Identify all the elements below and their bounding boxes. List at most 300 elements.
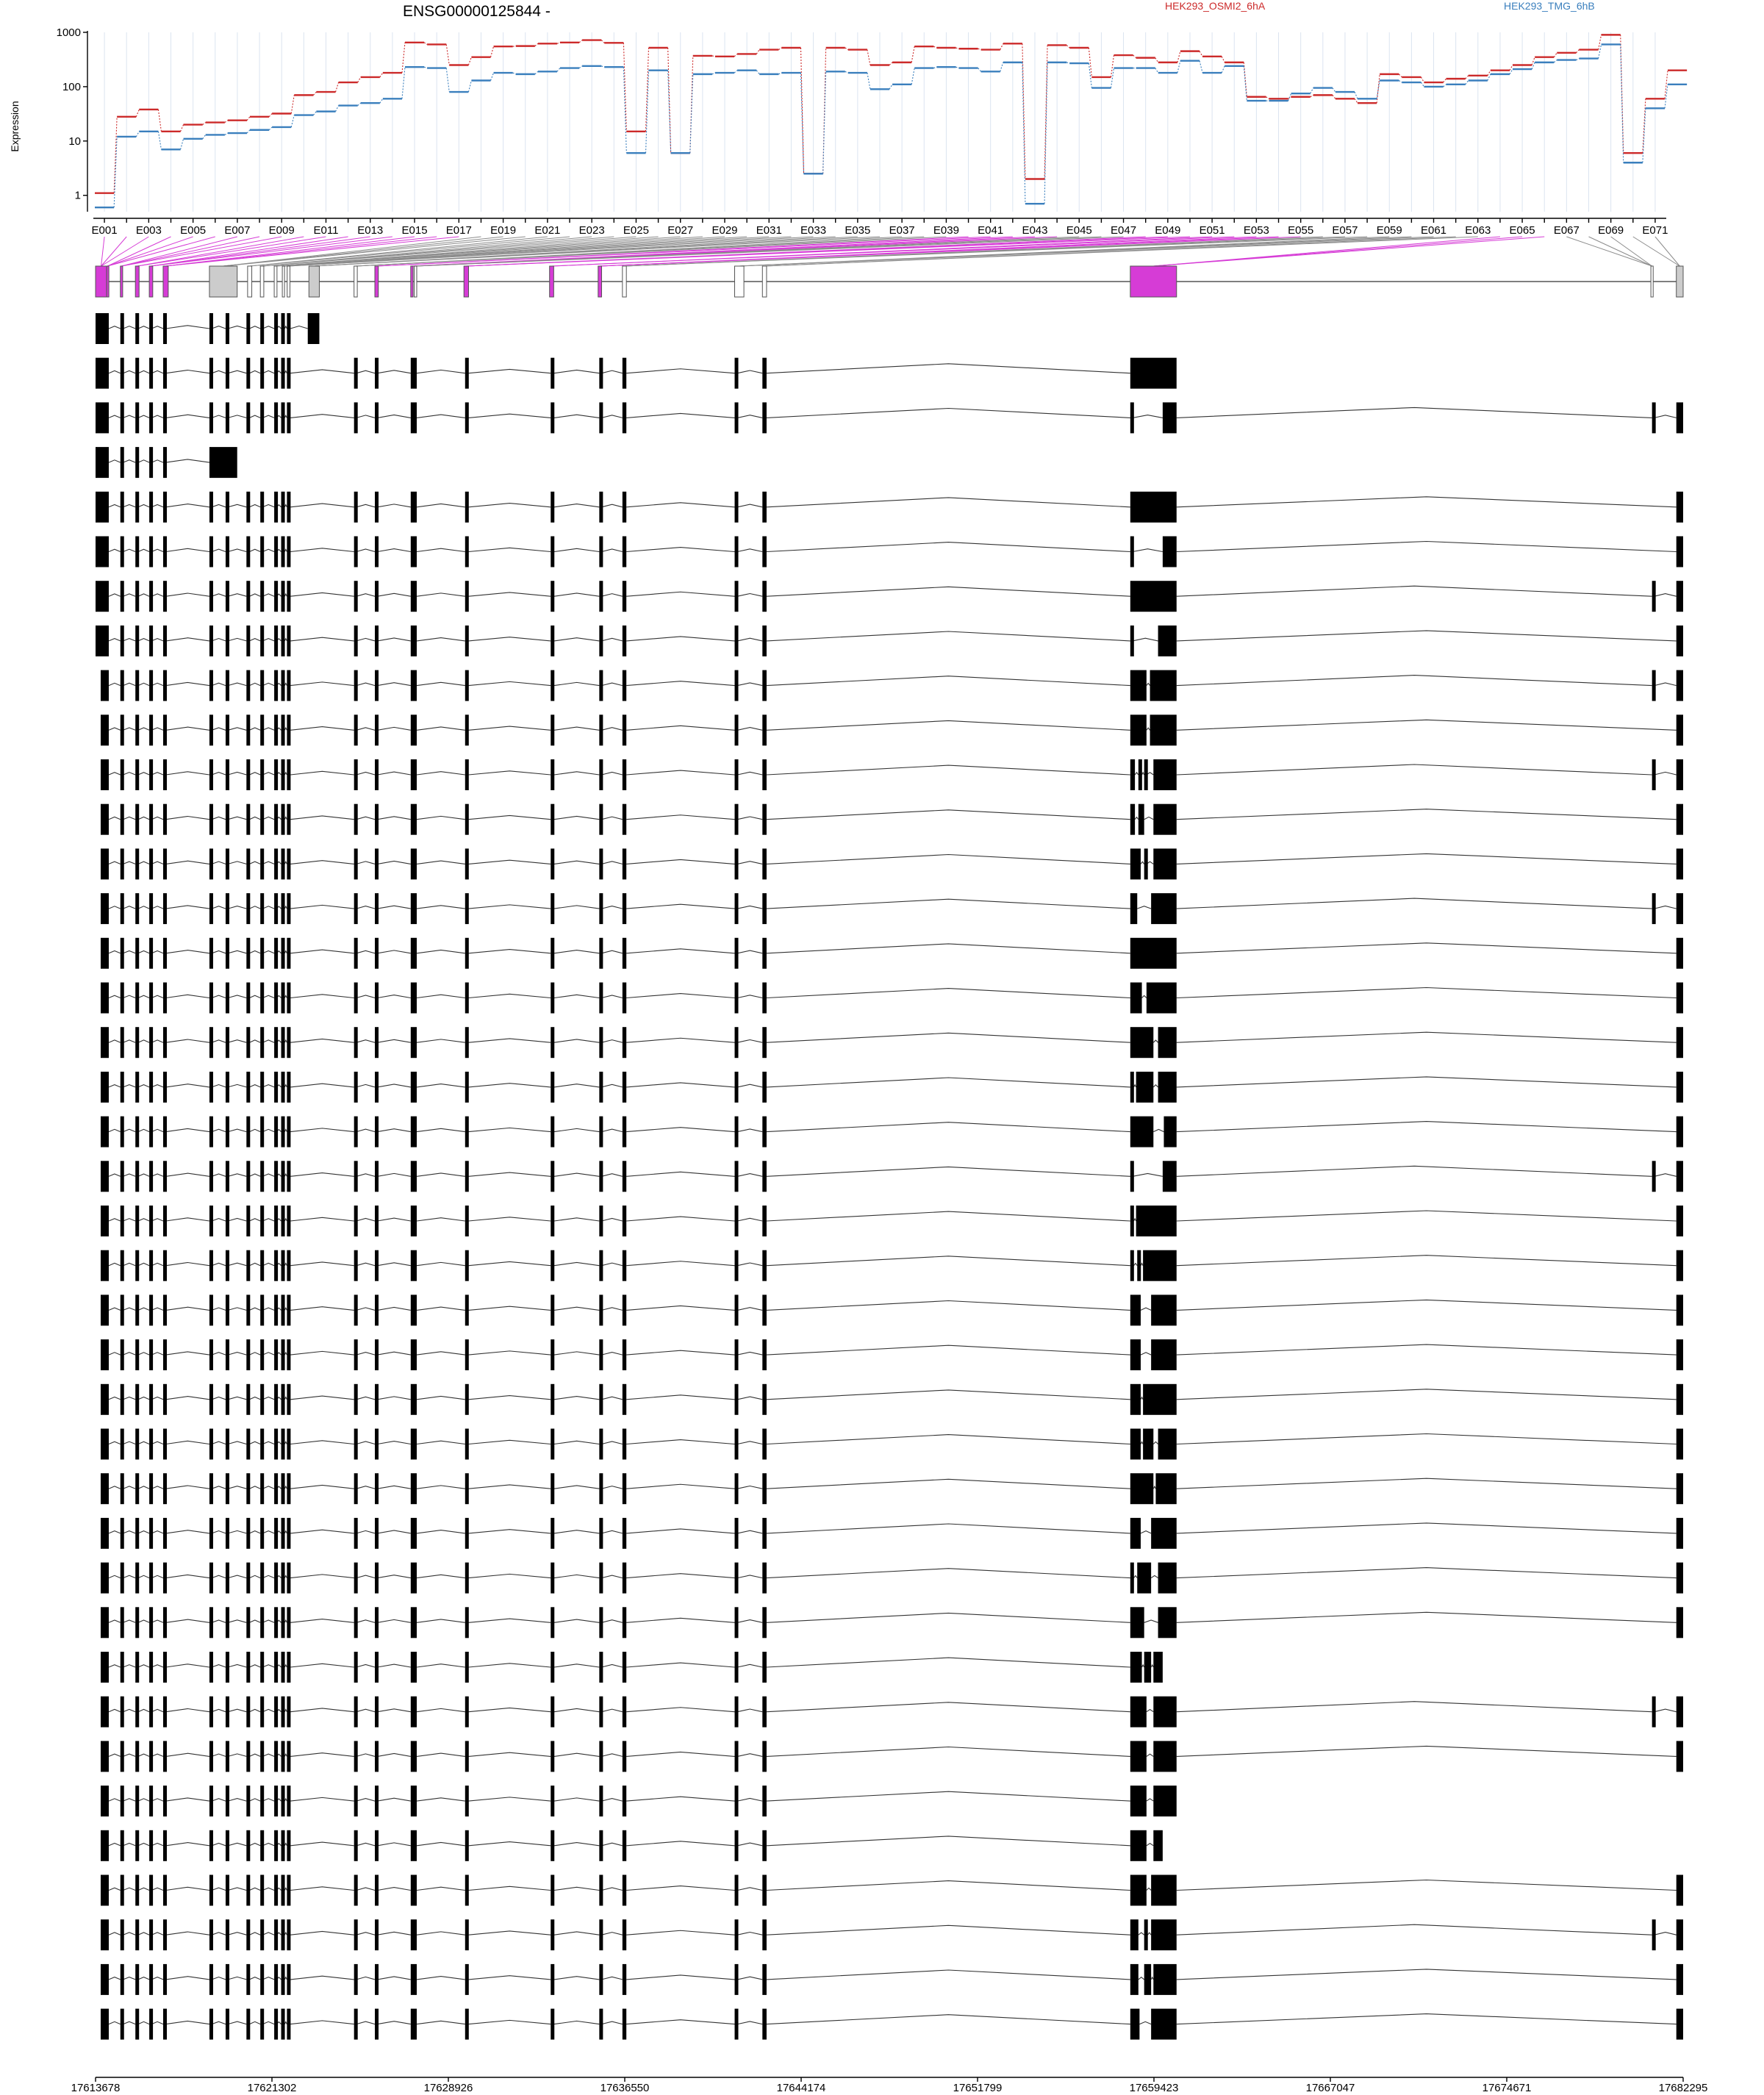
transcript-exon (135, 1786, 139, 1816)
transcript-exon (101, 2009, 109, 2040)
transcript-intron (1177, 1389, 1677, 1400)
transcript-exon (735, 1652, 739, 1683)
transcript-intron (212, 1531, 226, 1533)
transcript-exon (1130, 759, 1135, 790)
overview-exon (598, 266, 602, 297)
transcript-exon (375, 2009, 379, 2040)
transcript-intron (1177, 1122, 1677, 1132)
series-step (1200, 51, 1202, 57)
transcript-intron (138, 1397, 149, 1399)
transcript-exon (735, 2009, 739, 2040)
transcript-intron (151, 504, 163, 506)
transcript-intron (109, 1308, 121, 1310)
transcript-intron (249, 415, 260, 418)
transcript-intron (417, 1664, 465, 1667)
transcript-intron (417, 906, 465, 909)
transcript-exon (226, 1697, 229, 1727)
transcript-exon (226, 1518, 229, 1549)
transcript-intron (767, 1345, 1130, 1355)
transcript-exon (135, 402, 139, 433)
transcript-intron (228, 1353, 246, 1356)
transcript-exon (1677, 1429, 1683, 1460)
transcript-exon (1158, 1027, 1177, 1058)
transcript-intron (469, 771, 551, 775)
transcript-exon (375, 1250, 379, 1281)
transcript-intron (377, 370, 410, 373)
transcript-exon (465, 537, 469, 567)
transcript-row (96, 358, 1177, 389)
transcript-intron (469, 414, 551, 418)
transcript-intron (109, 1709, 121, 1711)
transcript-exon (375, 804, 379, 835)
transcript-exon (135, 1072, 139, 1103)
transcript-intron (417, 1708, 465, 1711)
transcript-exon (135, 938, 139, 969)
series-step (1266, 97, 1269, 99)
transcript-intron (290, 1931, 354, 1935)
transcript-intron (1177, 1256, 1677, 1266)
transcript-exon (411, 402, 417, 433)
exon-tick-label: E035 (845, 224, 871, 237)
transcript-intron (290, 504, 354, 507)
transcript-exon (1130, 1294, 1141, 1325)
transcript-exon (163, 1117, 167, 1147)
transcript-intron (123, 862, 136, 864)
transcript-exon (274, 1161, 278, 1192)
transcript-exon (274, 1919, 278, 1950)
transcript-intron (151, 1531, 163, 1533)
transcript-exon (149, 1339, 153, 1370)
series-step (247, 130, 250, 133)
transcript-exon (135, 1250, 139, 1281)
exon-tick-label: E017 (445, 224, 472, 237)
transcript-exon (623, 626, 626, 656)
transcript-intron (123, 504, 136, 506)
transcript-exon (209, 447, 237, 478)
transcript-intron (417, 1173, 465, 1176)
transcript-intron (1177, 898, 1652, 909)
transcript-intron (1177, 1568, 1677, 1578)
transcript-exon (1130, 893, 1137, 924)
transcript-intron (626, 1663, 734, 1667)
transcript-exon (101, 1206, 109, 1236)
transcript-exon (762, 893, 767, 924)
transcript-exon (735, 715, 739, 745)
transcript-exon (354, 402, 358, 433)
series-step (291, 95, 294, 113)
transcript-intron (469, 1039, 551, 1042)
transcript-exon (1130, 1518, 1141, 1549)
transcript-intron (469, 1886, 551, 1890)
transcript-exon (282, 492, 285, 523)
transcript-intron (262, 1575, 274, 1577)
transcript-intron (377, 1888, 410, 1891)
transcript-intron (262, 549, 274, 551)
transcript-exon (282, 1607, 285, 1638)
transcript-intron (1177, 1211, 1677, 1221)
overview-exon (623, 266, 626, 297)
transcript-exon (354, 1161, 358, 1192)
series-step (158, 132, 161, 149)
transcript-exon (375, 1786, 379, 1816)
series-step (956, 67, 958, 68)
transcript-intron (417, 415, 465, 418)
transcript-exon (465, 626, 469, 656)
transcript-exon (135, 1473, 139, 1504)
transcript-exon (465, 1339, 469, 1370)
exon-connector (1611, 237, 1652, 266)
transcript-exon (282, 2009, 285, 2040)
transcript-intron (767, 1970, 1130, 1980)
transcript-exon (623, 1875, 626, 1906)
transcript-exon (411, 1697, 417, 1727)
transcript-exon (599, 848, 603, 879)
series-step (579, 40, 582, 43)
transcript-exon (163, 983, 167, 1014)
transcript-intron (212, 1486, 226, 1489)
transcript-intron (356, 1933, 375, 1935)
transcript-intron (377, 1129, 410, 1132)
transcript-intron (262, 1040, 274, 1042)
transcript-exon (411, 1741, 417, 1772)
transcript-intron (123, 1129, 136, 1131)
transcript-intron (602, 1308, 623, 1311)
transcript-intron (249, 951, 260, 953)
transcript-intron (377, 1218, 410, 1221)
transcript-exon (101, 848, 109, 879)
transcript-exon (121, 1786, 124, 1816)
transcript-exon (599, 1429, 603, 1460)
exon-tick-label: E043 (1022, 224, 1048, 237)
transcript-exon (375, 893, 379, 924)
transcript-exon (135, 983, 139, 1014)
transcript-intron (151, 549, 163, 551)
series-step (1399, 74, 1402, 77)
transcript-intron (1147, 728, 1150, 730)
transcript-intron (737, 1575, 762, 1578)
series-step (1133, 55, 1136, 58)
transcript-exon (354, 1206, 358, 1236)
transcript-exon (209, 1339, 213, 1370)
transcript-exon (465, 1741, 469, 1772)
transcript-intron (166, 1397, 209, 1400)
transcript-intron (767, 1613, 1130, 1622)
transcript-intron (356, 1709, 375, 1712)
transcript-exon (735, 358, 739, 389)
transcript-exon (274, 1964, 278, 1995)
transcript-intron (109, 1531, 121, 1533)
transcript-exon (354, 1117, 358, 1147)
transcript-intron (109, 1620, 121, 1622)
transcript-intron (123, 460, 136, 462)
transcript-intron (626, 1529, 734, 1533)
transcript-exon (1677, 1250, 1683, 1281)
series-step (801, 48, 804, 173)
transcript-intron (469, 637, 551, 641)
transcript-intron (737, 1843, 762, 1846)
transcript-exon (260, 1697, 264, 1727)
transcript-exon (149, 1919, 153, 1950)
transcript-exon (287, 804, 290, 835)
transcript-exon (282, 848, 285, 879)
transcript-exon (1153, 1741, 1176, 1772)
transcript-intron (123, 1709, 136, 1711)
transcript-intron (228, 370, 246, 373)
transcript-intron (151, 1888, 163, 1890)
transcript-exon (599, 1473, 603, 1504)
transcript-intron (249, 639, 260, 641)
transcript-exon (260, 1250, 264, 1281)
transcript-exon (260, 1875, 264, 1906)
transcript-exon (623, 983, 626, 1014)
transcript-intron (123, 549, 136, 551)
transcript-intron (212, 995, 226, 998)
transcript-exon (149, 1964, 153, 1995)
transcript-intron (109, 1129, 121, 1131)
exon-tick-label: E053 (1243, 224, 1269, 237)
transcript-exon (287, 402, 290, 433)
transcript-exon (246, 492, 250, 523)
y-tick-label: 1 (74, 189, 81, 202)
transcript-exon (121, 313, 124, 344)
transcript-intron (123, 1575, 136, 1577)
transcript-exon (101, 1250, 109, 1281)
transcript-intron (166, 2021, 209, 2024)
transcript-exon (411, 537, 417, 567)
transcript-intron (262, 1308, 274, 1310)
transcript-intron (602, 772, 623, 775)
transcript-intron (284, 371, 287, 373)
transcript-exon (411, 848, 417, 879)
transcript-intron (228, 1754, 246, 1757)
transcript-exon (163, 1206, 167, 1236)
transcript-intron (417, 772, 465, 775)
transcript-exon (762, 670, 767, 701)
transcript-intron (262, 370, 274, 373)
transcript-exon (1130, 1830, 1147, 1861)
transcript-exon (735, 1117, 739, 1147)
series-step (601, 40, 604, 43)
transcript-intron (138, 2021, 149, 2024)
transcript-intron (417, 1128, 465, 1131)
transcript-intron (123, 1754, 136, 1756)
genomic-tick-label: 17636550 (600, 2082, 650, 2094)
transcript-intron (356, 1442, 375, 1444)
transcript-intron (290, 1664, 354, 1667)
transcript-exon (149, 1117, 153, 1147)
transcript-intron (290, 1351, 354, 1355)
transcript-intron (249, 1754, 260, 1756)
transcript-exon (226, 1473, 229, 1504)
transcript-exon (149, 893, 153, 924)
transcript-exon (1147, 983, 1177, 1014)
transcript-exon (163, 1964, 167, 1995)
transcript-intron (138, 1085, 149, 1087)
transcript-exon (163, 626, 167, 656)
transcript-intron (123, 1040, 136, 1042)
transcript-intron (737, 995, 762, 998)
transcript-intron (737, 594, 762, 597)
transcript-exon (1139, 759, 1142, 790)
transcript-exon (149, 1250, 153, 1281)
transcript-intron (1177, 407, 1652, 418)
transcript-exon (121, 1429, 124, 1460)
transcript-exon (226, 1875, 229, 1906)
transcript-intron (228, 1575, 246, 1578)
transcript-intron (228, 594, 246, 597)
transcript-intron (469, 1842, 551, 1846)
transcript-exon (135, 1161, 139, 1192)
transcript-exon (599, 1072, 603, 1103)
transcript-exon (246, 1117, 250, 1147)
transcript-exon (551, 1964, 554, 1995)
transcript-exon (735, 804, 739, 835)
transcript-exon (762, 402, 767, 433)
transcript-exon (599, 1294, 603, 1325)
transcript-intron (262, 995, 274, 998)
transcript-intron (109, 995, 121, 998)
transcript-intron (737, 1888, 762, 1891)
transcript-exon (163, 1027, 167, 1058)
series-step (1466, 76, 1469, 79)
transcript-exon (121, 1697, 124, 1727)
transcript-intron (767, 1747, 1130, 1757)
transcript-intron (212, 1085, 226, 1087)
series-step (291, 115, 294, 127)
transcript-intron (356, 1218, 375, 1221)
transcript-exon (282, 626, 285, 656)
transcript-intron (1134, 1576, 1138, 1578)
transcript-row (101, 1117, 1683, 1147)
transcript-exon (623, 1964, 626, 1995)
transcript-exon (375, 492, 379, 523)
transcript-exon (149, 759, 153, 790)
transcript-intron (554, 861, 599, 864)
transcript-intron (417, 727, 465, 730)
series-step (1000, 43, 1003, 49)
transcript-intron (109, 370, 121, 373)
transcript-intron (151, 1933, 163, 1935)
transcript-intron (737, 1620, 762, 1623)
transcript-intron (166, 326, 209, 329)
transcript-intron (602, 728, 623, 731)
overview-exon (135, 266, 139, 297)
transcript-exon (1153, 1786, 1176, 1816)
transcript-intron (377, 415, 410, 418)
transcript-exon (354, 1964, 358, 1995)
transcript-intron (166, 1218, 209, 1221)
transcript-exon (246, 1250, 250, 1281)
transcript-exon (623, 1919, 626, 1950)
transcript-intron (262, 1665, 274, 1667)
transcript-exon (623, 581, 626, 612)
transcript-exon (121, 983, 124, 1014)
transcript-intron (767, 944, 1130, 953)
transcript-exon (274, 893, 278, 924)
transcript-exon (1677, 1919, 1683, 1950)
transcript-intron (554, 1664, 599, 1667)
transcript-intron (626, 770, 734, 775)
transcript-exon (226, 715, 229, 745)
transcript-intron (356, 549, 375, 552)
transcript-intron (1147, 1844, 1153, 1846)
transcript-exon (274, 1384, 278, 1415)
overview-exon (411, 266, 413, 297)
transcript-exon (209, 1563, 213, 1594)
transcript-intron (767, 587, 1130, 596)
transcript-intron (1147, 1710, 1153, 1712)
transcript-exon (101, 1518, 109, 1549)
transcript-intron (626, 1797, 734, 1801)
transcript-intron (626, 2020, 734, 2024)
transcript-exon (96, 581, 109, 612)
series-step (336, 106, 339, 112)
transcript-intron (737, 1308, 762, 1311)
transcript-exon (465, 1206, 469, 1236)
transcript-intron (138, 1754, 149, 1756)
series-step (911, 68, 914, 85)
transcript-intron (228, 1397, 246, 1400)
transcript-exon (246, 1786, 250, 1816)
series-step (225, 121, 228, 123)
transcript-intron (249, 1308, 260, 1310)
transcript-exon (163, 313, 167, 344)
transcript-exon (135, 626, 139, 656)
transcript-intron (228, 1084, 246, 1087)
transcript-exon (1677, 1875, 1683, 1906)
series-step (535, 71, 538, 74)
series-step (491, 73, 494, 80)
transcript-exon (260, 1206, 264, 1236)
transcript-exon (599, 715, 603, 745)
transcript-intron (212, 1397, 226, 1399)
transcript-intron (1141, 1531, 1151, 1533)
transcript-exon (623, 1384, 626, 1415)
transcript-exon (1153, 848, 1176, 879)
transcript-exon (287, 1964, 290, 1995)
transcript-exon (121, 759, 124, 790)
transcript-exon (375, 1875, 379, 1906)
transcript-intron (1153, 1442, 1158, 1444)
transcript-exon (274, 1294, 278, 1325)
transcript-exon (101, 1786, 109, 1816)
transcript-row (101, 1563, 1683, 1594)
transcript-exon (287, 1830, 290, 1861)
transcript-exon (274, 1473, 278, 1504)
transcript-intron (1177, 764, 1652, 775)
transcript-exon (354, 1607, 358, 1638)
transcript-intron (469, 815, 551, 819)
transcript-exon (735, 1161, 739, 1192)
transcript-exon (762, 1607, 767, 1638)
exon-tick-label: E003 (135, 224, 162, 237)
transcript-exon (1130, 2009, 1140, 2040)
transcript-exon (209, 1117, 213, 1147)
transcript-exon (149, 1206, 153, 1236)
transcript-exon (411, 1339, 417, 1370)
transcript-intron (356, 1843, 375, 1846)
transcript-exon (287, 715, 290, 745)
transcript-exon (246, 626, 250, 656)
transcript-intron (228, 1933, 246, 1935)
transcript-intron (109, 2021, 121, 2024)
series-step (557, 43, 560, 44)
transcript-exon (274, 1027, 278, 1058)
transcript-exon (246, 983, 250, 1014)
transcript-exon (274, 581, 278, 612)
transcript-exon (135, 358, 139, 389)
transcript-exon (246, 715, 250, 745)
